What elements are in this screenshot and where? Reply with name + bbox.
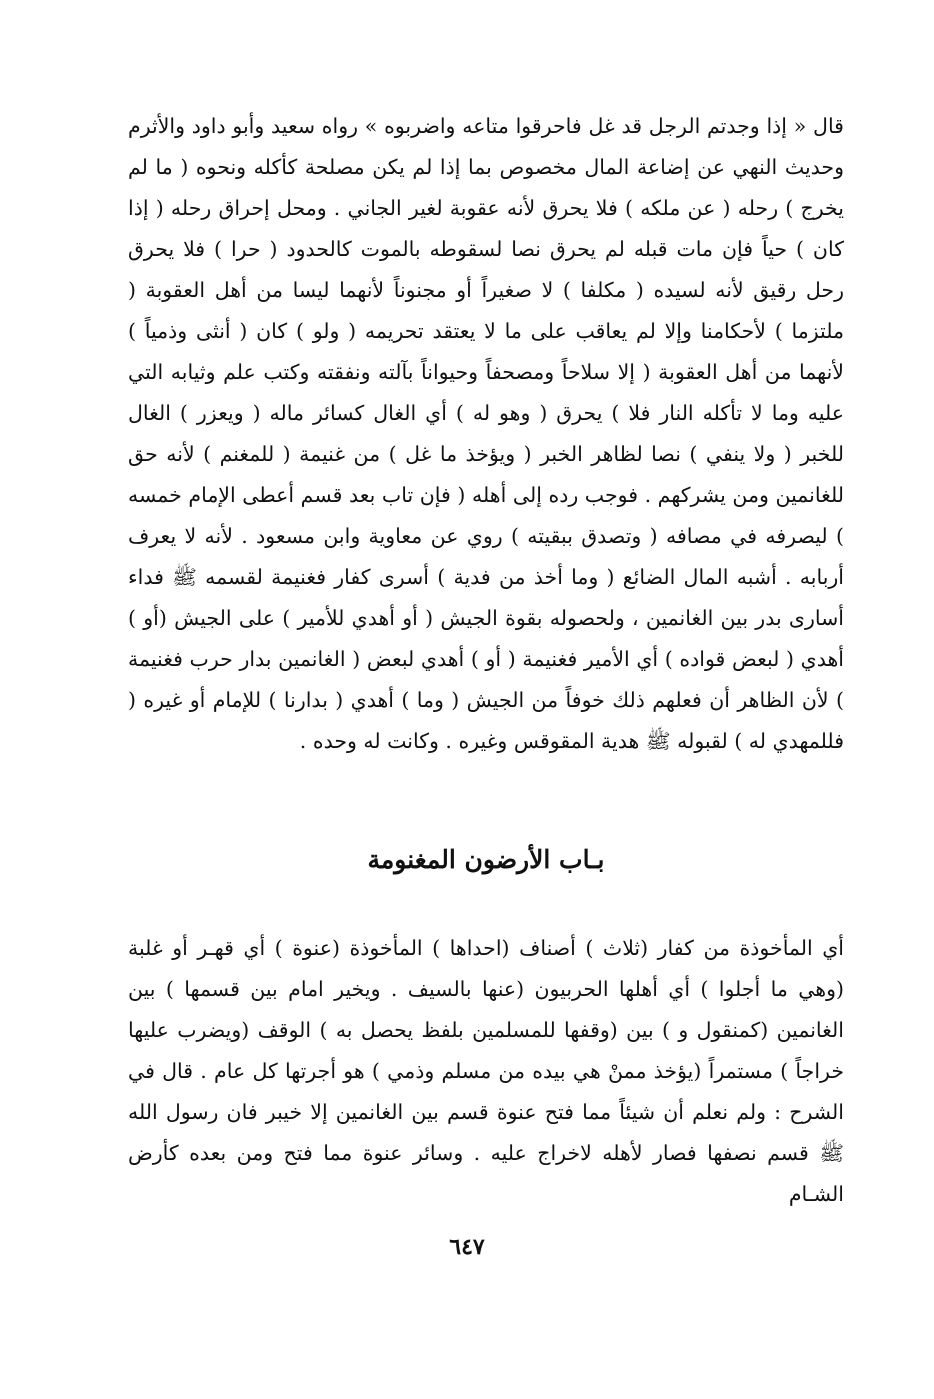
chapter-title: بـاب الأرضون المغنومة — [367, 845, 605, 874]
paragraph: أي المأخوذة من كفار (ثلاث ) أصناف (احداها ) المأخوذة (عنوة ) أي قهـر أو غلبة (وهي ما أجلوا ) أي أهلها الحربيون (عنها بالسيف . ويخير امام بين قسمها ) بين الغانمين (كمنقول و ) بين (وقفها للمسلمين بلفظ يحصل به ) الوقف (ويضرب عليها خراجاً ) مستمراً (يؤخذ ممنْ هي بيده من مسلم وذمي ) هو أجرتها كل عام . قال في الشرح : ولم نعلم أن شيئاً مما فتح عنوة قسم بين الغانمين إلا خيبر فان رسول الله ﷺ قسم نصفها فصار لأهله لاخراج عليه . وسائر عنوة مما فتح ومن بعده كأرض الشـام — [128, 936, 844, 1206]
paragraph: قال « إذا وجدتم الرجل قد غل فاحرقوا متاعه واضربوه » رواه سعيد وأبو داود والأثرم وحديث النهي عن إضاعة المال مخصوص بما إذا لم يكن مصلحة كأكله ونحوه ( ما لم يخرج ) رحله ( عن ملكه ) فلا يحرق لأنه عقوبة لغير الجاني . ومحل إحراق رحله ( إذا كان ) حياً فإن مات قبله لم يحرق نصا لسقوطه بالموت كالحدود ( حرا ) فلا يحرق رحل رقيق لأنه لسيده ( مكلفا ) لا صغيراً أو مجنوناً لأنهما ليسا من أهل العقوبة ( ملتزما ) لأحكامنا وإلا لم يعاقب على ما لا يعتقد تحريمه ( ولو ) كان ( أنثى وذمياً ) لأنهما من أهل العقوبة ( إلا سلاحاً ومصحفاً وحيواناً بآلته ونفقته وكتب علم وثيابه التي عليه وما لا تأكله النار فلا ) يحرق ( وهو له ) أي الغال كسائر ماله ( ويعزر ) الغال للخبر ( ولا ينفي ) نصا لظاهر الخبر ( ويؤخذ ما غل ) من غنيمة ( للمغنم ) لأنه حق للغانمين ومن يشركهم . فوجب رده إلى أهله ( فإن تاب بعد قسم أعطى الإمام خمسه ) ليصرفه في مصافه ( وتصدق ببقيته ) روي عن معاوية وابن مسعود . لأنه لا يعرف أربابه . أشبه المال الضائع ( وما أخذ من فدية ) أسرى كفار فغنيمة لقسمه ﷺ فداء أسارى بدر بين الغانمين ، ولحصوله بقوة الجيش ( أو أهدي للأمير ) على الجيش (أو ) أهدي ( لبعض قواده ) أي الأمير فغنيمة ( أو ) أهدي لبعض ( الغانمين بدار حرب فغنيمة ) لأن الظاهر أن فعلهم ذلك خوفاً من الجيش ( وما ) أهدي ( بدارنا ) للإمام أو غيره ( فللمهدي له ) لقبوله ﷺ هدية المقوقس وغيره . وكانت له وحده . — [128, 114, 844, 753]
page-number: ٦٤٧ — [449, 1234, 485, 1260]
body-text-after-chapter — [128, 928, 844, 1215]
body-text-before-chapter — [128, 106, 844, 762]
